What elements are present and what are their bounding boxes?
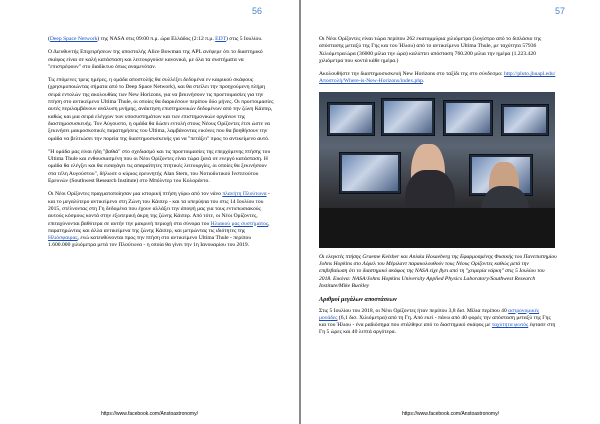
hyperlink[interactable]: Ηλιακού μας συστήματος bbox=[210, 220, 269, 227]
text-run: Ακολουθήστε την διαστημοσυσκευή New Horizons στο ταξίδι της στο σύνδεσμο: bbox=[319, 71, 504, 78]
hyperlink[interactable]: EDT bbox=[215, 36, 227, 42]
text-run: - και το μεγαλύτερο αντικείμενο στη Ζώνη του Κάιπερ - και τα υπερύψια του στις 14 Ιουλίου του 2015, στέλνοντας στη Γη δεδομένα που έχουν αλλάξει την άποψή μας για τους εντυπωσιακούς αυτούς κόσμους κοντά στην εξωτερική άκρη της ζώνης Κάιπερ. Από τότε, οι Νέοι Ορίζοντες, επιταχύνονται βαθύτερα σε αυτήν την μακρινή περιοχή στα σύνορα του bbox=[48, 191, 270, 227]
paragraph bbox=[48, 191, 274, 249]
text-run: Οι Νέοι Ορίζοντες πραγματοποίησαν μια ιστορική πτήση γύρω από τον νάνο bbox=[48, 191, 223, 198]
hyperlink[interactable]: αστρονομικές μονάδες bbox=[319, 307, 540, 321]
photo-caption: Οι ελεγκτές πτήσης Graeme Kelsher και Aniska Hosaeberg της Εφαρμοσμένης Φυσικής του Πανεπιστημίου Johns Hopkins στο Λόρελ του Μέριλαντ παρακολουθούν τους Νέους Ορίζοντες καθώς μετά την επιβεβαίωση ότι το διαστημικό σκάφος της NASA είχε βγει από τη "χειμερία νάρκη" στις 5 Ιουλίου του 2018. Εικόνα: NASA/Johns Hopkins University Applied Physics Laboratory/Southwest Research Institute/Mike Buckley bbox=[319, 253, 557, 289]
text-run: Οι Νέοι Ορίζοντες είναι τώρα περίπου 262 εκατομμύρια χιλιόμετρα (λογίστρο από το διπλάσιο της απόστασης μεταξύ της Γης και του Ήλιου) από το αντικείμενο Ultima Thule, με ταχύτητα 57936 Χιλιόμετρα/ώρα (36000 μίλια την ώρα) καλύπτει απόσταση 760.200 μίλια την ημέρα (1.223.420 χιλιόμετρα που κοντά κάθε ημέρα.) bbox=[319, 36, 542, 64]
text-run: ) στις 5 Ιουλίου. bbox=[226, 36, 263, 42]
right-page bbox=[301, 0, 600, 424]
text-run: (6,1 δισ. Χιλιόμετρα) από τη Γη. Από εκεί - πάνω από 40 φορές την απόσταση μεταξύ της Γης και του Ήλιου - ένα ραδιόσημα που στάλθηκε από το διαστημικό σκάφος με bbox=[319, 314, 551, 329]
section-heading: Αριθμοί μεγάλων αποστάσεων bbox=[319, 296, 397, 304]
text-run: . bbox=[422, 78, 425, 85]
text-run: , ενώ κατευθύνονται προς την πτήση στο αντικείμενο Ultima Thule - περίπου 1.600.000 χιλιόμετρα μετά τον Πλούτωνα - η οποία θα γίνει την 1η Ιανουαρίου του 2019. bbox=[48, 235, 252, 249]
hyperlink[interactable]: Deep Space Network bbox=[49, 36, 98, 42]
paragraph bbox=[319, 36, 557, 65]
paragraph bbox=[48, 149, 274, 185]
paragraph bbox=[48, 49, 274, 71]
text-run: "Η ομάδα μας είναι ήδη "βαθιά" στο σχεδιασμό και τις προετοιμασίες της επερχόμενης πτήσης του Ultima Thule και ενθουσιασμένη που οι Νέοι Ορίζοντες είναι τώρα ξανά σε ενεργό κατάσταση. Η ομάδα θα ελέγξει και θα εισαγάγει τις απαραίτητες πτητικές λειτουργίες, οι οποίες θα ξεκινήσουν στα τέλη Αυγούστου", δήλωσε ο κύριος ερευνητής Alan Stern, του Νοτιοδυτικού Ινστιτούτου Ερευνών (Southwest Research Institute) στο Μπόλντερ του Κολοράντο. bbox=[48, 148, 271, 185]
text-run: ( bbox=[48, 36, 50, 42]
hyperlink[interactable]: http://pluto.jhuapl.edu/Αποστολή/Where-is-New-Horizons/index.php bbox=[319, 71, 556, 85]
paragraph bbox=[48, 36, 274, 43]
text-run: Στις 5 Ιουλίου του 2018, οι Νέοι Ορίζοντες ήταν περίπου 3,8 δισ. Μίλια περίπου 40 bbox=[319, 307, 509, 314]
page-number: 57 bbox=[555, 6, 566, 16]
paragraph bbox=[48, 77, 274, 143]
text-run: ) της NASA στις 09:00 π.μ. ώρα Ελλάδος (2:12 π.μ. bbox=[97, 36, 216, 42]
text-run: Τις επόμενες τρεις ημέρες, η ομάδα αποστολής θα συλλέξει δεδομένα εν καιρικού σκάφους (χρησιμοποιώντας σήματα από το Deep Space Network), και θα στείλει την προηγούμενη πλήρη σειρά εντολών της ακολουθίας των New Horizons, για να βεκινήσουν τις προετοιμασίες για την πτήση στο αντικείμενο Ultima Thule, οι οποίες θα διαρκέσουν περίπου δύο μήνες. Οι προετοιμασίες αυτές περιλαμβάνουν ανάλυση μνήμης, ανάκτηση επιστημονικών δεδομένων από την ζώνη Κάιπερ, καθώς και μια σειρά ελέγχων των υποσυστημάτων και των επιστημονικών οργάνων της διαστημοσυσκευής. Τον Αύγουστο, η ομάδα θα δώσει εντολή στους Νέους Ορίζοντες έτσι ώστε να ξεκινήσει μακροσκοπικές παρατηρήσεις του Ultima, λαμβάνοντας εικόνες που θα βοηθήσουν την ομάδα να βελτιώσει την πορεία της διαστημοσυσκευής για να "πετάξει" προς το αντικείμενο αυτό. bbox=[48, 77, 274, 142]
text-run: έφτασε στη Γη 5 ώρες και 40 λεπτά αργότερα. bbox=[319, 322, 556, 336]
hyperlink[interactable]: Ηλιόσφαιρας bbox=[48, 235, 78, 242]
paragraph bbox=[319, 71, 557, 86]
text-run: , παρατηρώντας και άλλα αντικείμενα της ζώνης Κάιπερ, και μετρώντας τις ιδιότητες της bbox=[48, 220, 270, 234]
left-page-content bbox=[48, 36, 274, 256]
left-page bbox=[0, 0, 299, 424]
page-footer-url: https://www.facebook.com/Anstoastronomy/ bbox=[101, 411, 198, 417]
hyperlink[interactable]: ταχύτητα φωτός bbox=[491, 322, 529, 329]
text-run: Ο Διευθυντής Επιχειρήσεων της αποστολής Alice Bowman της APL ανέφερε ότι το διαστημικό σκάφος είναι σε καλή κατάσταση και λειτουργούσε κανονικά, με όλα τα συστήματα να "επιστρέφουν" στο διαδίκτυο όπως αναμενόταν. bbox=[48, 49, 263, 70]
paragraph bbox=[319, 308, 557, 337]
right-page-content bbox=[319, 36, 557, 343]
page-number: 56 bbox=[252, 6, 263, 16]
hyperlink[interactable]: πλανήτη Πλούτωνα bbox=[222, 191, 267, 198]
mission-control-photo bbox=[319, 92, 555, 248]
page-footer-url: https://www.facebook.com/Anstoastronomy/ bbox=[402, 411, 499, 417]
